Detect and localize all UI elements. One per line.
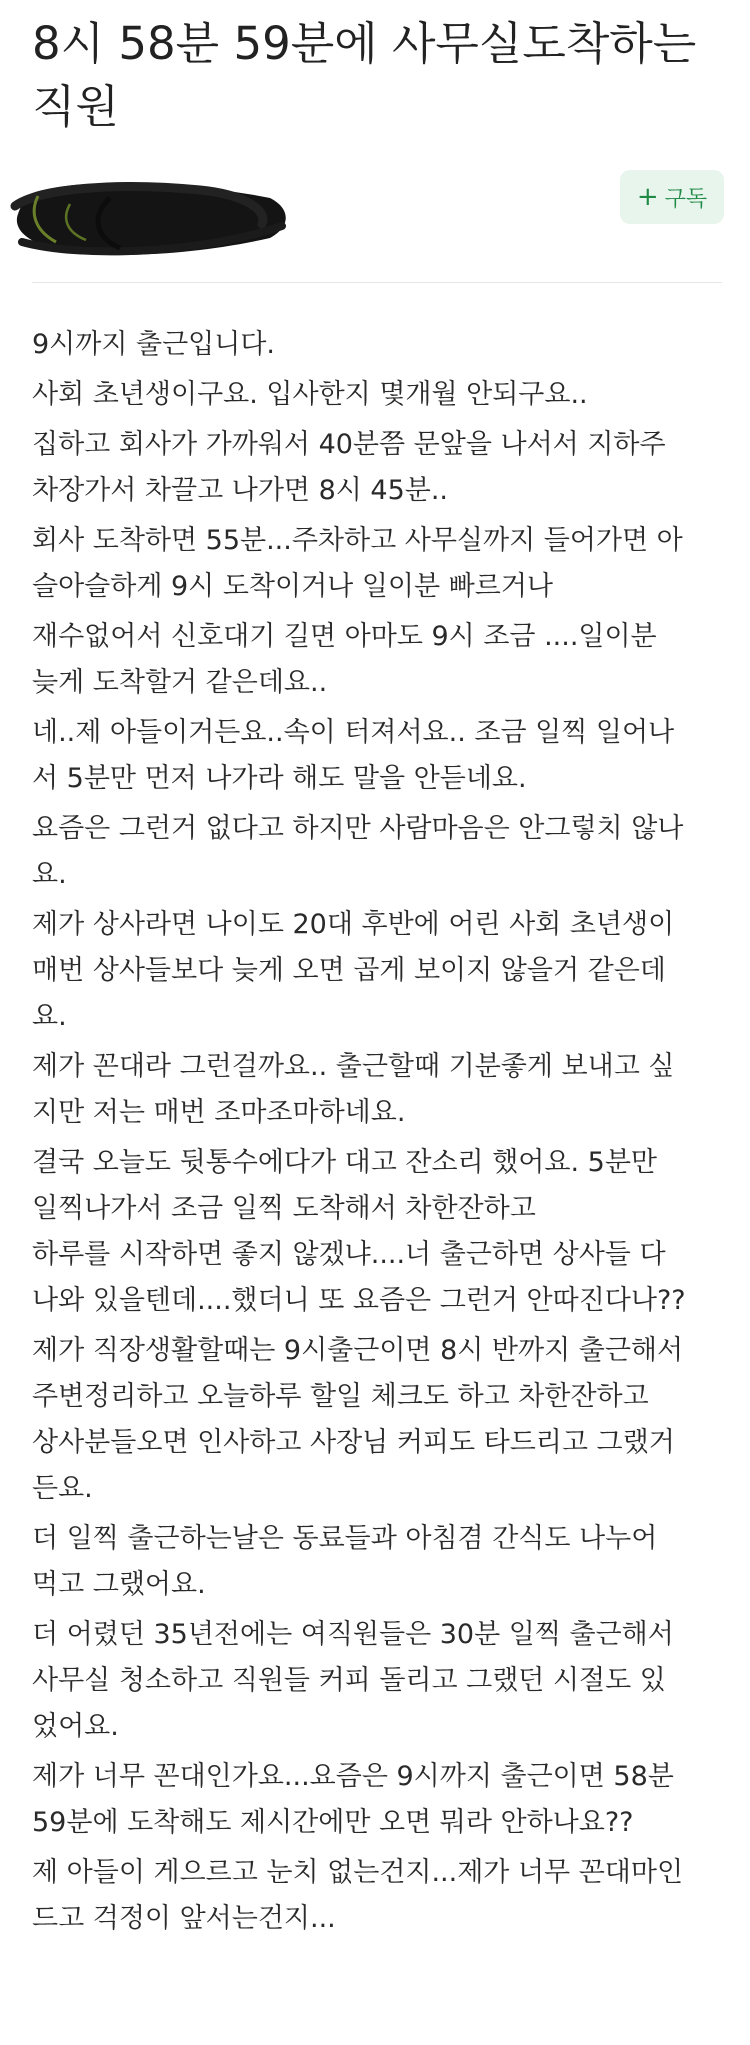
body-line: 재수없어서 신호대기 길면 아마도 9시 조금 ....일이분	[32, 621, 657, 652]
redacted-author-scribble	[0, 168, 300, 268]
body-line: 요.	[32, 1001, 67, 1032]
body-line: 일찍나가서 조금 일찍 도착해서 차한잔하고	[32, 1193, 536, 1224]
post-title	[32, 12, 722, 138]
body-line: 드고 걱정이 앞서는건지...	[32, 1903, 336, 1934]
body-line: 9시까지 출근입니다.	[32, 329, 275, 360]
body-line: 결국 오늘도 뒷통수에다가 대고 잔소리 했어요. 5분만	[32, 1147, 657, 1178]
body-line: 요.	[32, 859, 67, 890]
body-line: 제가 너무 꼰대인가요...요즘은 9시까지 출근이면 58분	[32, 1761, 674, 1792]
plus-icon: +	[636, 182, 659, 212]
body-line: 매번 상사들보다 늦게 오면 곱게 보이지 않을거 같은데	[32, 955, 666, 986]
body-line: 하루를 시작하면 좋지 않겠냐....너 출근하면 상사들 다	[32, 1239, 666, 1270]
subscribe-label: 구독	[664, 186, 708, 212]
body-line: 었어요.	[32, 1711, 119, 1742]
post-body	[32, 322, 722, 1942]
body-line: 59분에 도착해도 제시간에만 오면 뭐라 안하나요??	[32, 1807, 634, 1838]
post-title-line2: 직원	[32, 80, 119, 133]
body-line: 사회 초년생이구요. 입사한지 몇개월 안되구요..	[32, 379, 588, 410]
body-line: 먹고 그랬어요.	[32, 1569, 206, 1600]
body-line: 늦게 도착할거 같은데요..	[32, 667, 328, 698]
body-line: 지만 저는 매번 조마조마하네요.	[32, 1097, 406, 1128]
body-line: 제가 상사라면 나이도 20대 후반에 어린 사회 초년생이	[32, 909, 675, 940]
body-line: 나와 있을텐데....했더니 또 요즘은 그런거 안따진다나??	[32, 1285, 686, 1316]
body-line: 든요.	[32, 1473, 93, 1504]
body-line: 제 아들이 게으르고 눈치 없는건지...제가 너무 꼰대마인	[32, 1857, 684, 1888]
post-title-line1: 8시 58분 59분에 사무실도착하는	[32, 17, 697, 70]
body-line: 서 5분만 먼저 나가라 해도 말을 안듣네요.	[32, 763, 527, 794]
body-line: 제가 직장생활할때는 9시출근이면 8시 반까지 출근해서	[32, 1335, 684, 1366]
body-line: 회사 도착하면 55분...주차하고 사무실까지 들어가면 아	[32, 525, 683, 556]
body-line: 네..제 아들이거든요..속이 터져서요.. 조금 일찍 일어나	[32, 717, 675, 748]
body-line: 사무실 청소하고 직원들 커피 돌리고 그랬던 시절도 있	[32, 1665, 666, 1696]
body-line: 더 어렸던 35년전에는 여직원들은 30분 일찍 출근해서	[32, 1619, 674, 1650]
body-line: 집하고 회사가 가까워서 40분쯤 문앞을 나서서 지하주	[32, 429, 666, 460]
body-line: 슬아슬하게 9시 도착이거나 일이분 빠르거나	[32, 571, 553, 602]
header-divider	[32, 282, 722, 283]
body-line: 제가 꼰대라 그런걸까요.. 출근할때 기분좋게 보내고 싶	[32, 1051, 675, 1082]
body-line: 요즘은 그런거 없다고 하지만 사람마음은 안그렇치 않나	[32, 813, 684, 844]
subscribe-button[interactable]	[620, 170, 724, 224]
body-line: 상사분들오면 인사하고 사장님 커피도 타드리고 그랬거	[32, 1427, 675, 1458]
body-line: 차장가서 차끌고 나가면 8시 45분..	[32, 475, 449, 506]
body-line: 더 일찍 출근하는날은 동료들과 아침겸 간식도 나누어	[32, 1523, 658, 1554]
body-line: 주변정리하고 오늘하루 할일 체크도 하고 차한잔하고	[32, 1381, 649, 1412]
